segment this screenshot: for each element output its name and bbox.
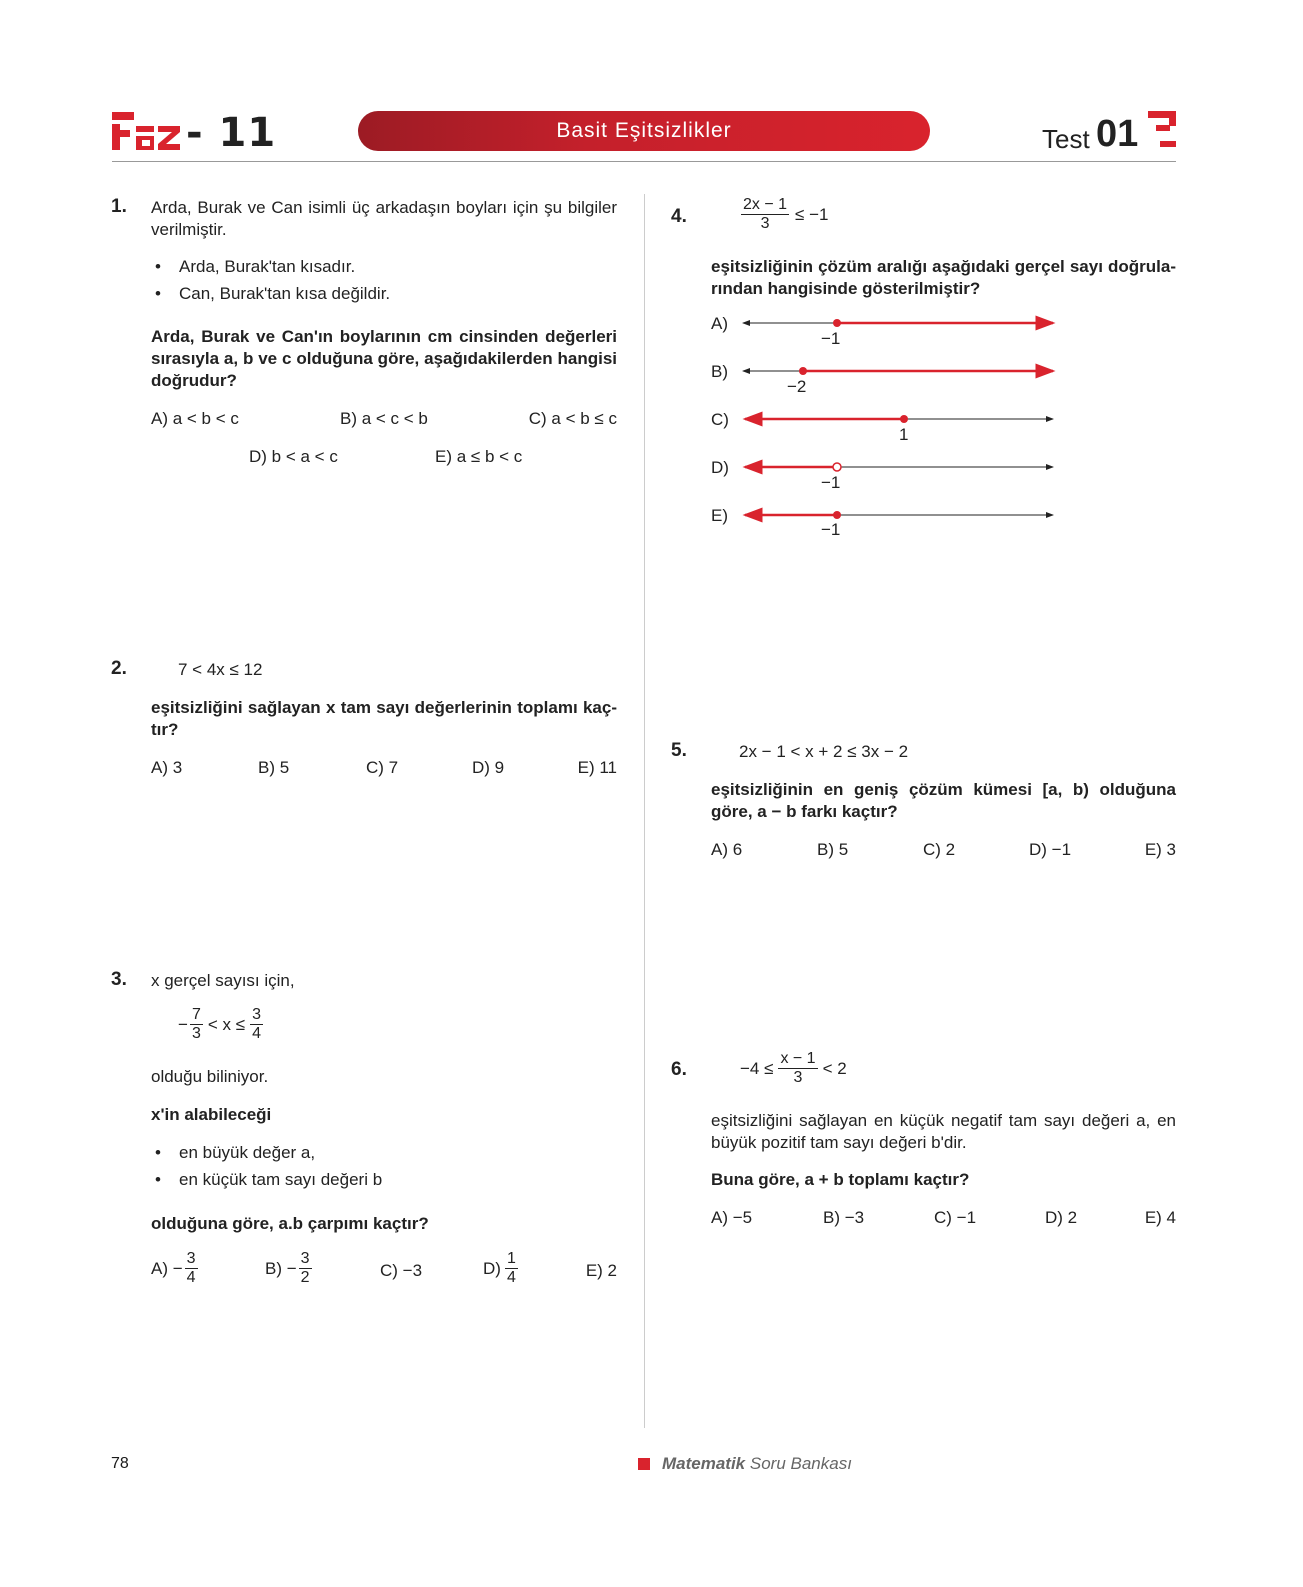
q4-tick-c: 1: [899, 425, 909, 444]
q5-option-c[interactable]: C) 2: [923, 840, 956, 859]
q4-option-c-label[interactable]: C): [711, 410, 729, 429]
q5-number: 5.: [671, 740, 687, 761]
q4-expression: [741, 196, 828, 233]
q4-option-b-label[interactable]: B): [711, 362, 728, 381]
q4-frac-den: 3: [760, 215, 770, 232]
header-divider: [112, 161, 1176, 162]
q3-option-b-num: 3: [300, 1250, 310, 1267]
q1-option-d[interactable]: D) b < a < c: [249, 447, 338, 466]
q3-expression: [178, 1006, 263, 1043]
closed-dot-b: [799, 367, 807, 375]
q6-option-c[interactable]: C) −1: [934, 1208, 977, 1227]
q1-question: Arda, Burak ve Can'ın boylarının cm cinsinden değerleri sırasıyla a, b ve c olduğuna göre, aşağıdakilerden hangisi doğrudur?: [151, 327, 617, 390]
q3-sub: x'in alabileceği: [151, 1105, 272, 1124]
q1-option-b[interactable]: B) a < c < b: [340, 409, 428, 428]
q5-question: eşitsizliğinin en geniş çözüm kümesi [a, b) olduğuna göre, a − b farkı kaçtır?: [711, 780, 1176, 821]
test-label: Test: [1042, 124, 1090, 154]
q3-option-d[interactable]: [483, 1250, 518, 1287]
q3-option-d-den: 4: [506, 1269, 516, 1286]
q1-text: Arda, Burak ve Can isimli üç arkadaşın boyları için şu bilgiler verilmiştir.: [151, 198, 617, 239]
number-line-c: [745, 415, 1053, 423]
q3-option-a[interactable]: [151, 1250, 198, 1287]
q4-tick-e: −1: [821, 520, 841, 539]
q6-option-b[interactable]: B) −3: [823, 1208, 865, 1227]
q6-fraction: [778, 1050, 817, 1087]
q5-option-d[interactable]: D) −1: [1029, 840, 1072, 859]
corner-mark-icon: [1148, 111, 1176, 151]
column-divider: [644, 194, 645, 1428]
q3-option-c[interactable]: C) −3: [380, 1261, 423, 1280]
footer-square-icon: [638, 1458, 650, 1470]
closed-dot-e: [833, 511, 841, 519]
q3-bullet-2: • en küçük tam sayı değeri b: [179, 1169, 382, 1191]
q2-number: 2.: [111, 658, 127, 679]
q3-option-a-num: 3: [186, 1250, 196, 1267]
header: [0, 0, 1303, 170]
q3-minus: −: [178, 1014, 188, 1034]
q3-fraction-1: [190, 1006, 203, 1043]
number-line-e: [745, 511, 1053, 519]
page-title: Basit Eşitsizlikler: [556, 119, 732, 142]
q3-question: olduğuna göre, a.b çarpımı kaçtır?: [151, 1214, 429, 1233]
q3-option-d-frac: [505, 1250, 518, 1287]
q3-option-d-num: 1: [506, 1250, 516, 1267]
closed-dot-c: [900, 415, 908, 423]
q4-tick-d: −1: [821, 473, 841, 492]
q4-option-e-label[interactable]: E): [711, 506, 728, 525]
q5-option-a[interactable]: A) 6: [711, 840, 743, 859]
q5-option-b[interactable]: B) 5: [817, 840, 849, 859]
q6-question: Buna göre, a + b toplamı kaçtır?: [711, 1170, 970, 1189]
q3-option-b-frac: [299, 1250, 312, 1287]
q6-text: eşitsizliğini sağlayan en küçük negatif tam sayı değeri a, en büyük pozitif tam sayı değeri b'dir.: [711, 1111, 1176, 1152]
q3-number: 3.: [111, 969, 127, 990]
footer-book-bold: Matematik: [662, 1454, 746, 1473]
q6-option-d[interactable]: D) 2: [1045, 1208, 1078, 1227]
q2-expression: 7 < 4x ≤ 12: [178, 660, 263, 679]
q6-option-a[interactable]: A) −5: [711, 1208, 753, 1227]
q5-expression: 2x − 1 < x + 2 ≤ 3x − 2: [739, 742, 909, 761]
q1-option-c[interactable]: C) a < b ≤ c: [528, 409, 617, 428]
closed-dot-a: [833, 319, 841, 327]
q1-option-e[interactable]: E) a ≤ b < c: [435, 447, 523, 466]
q3-option-d-label: D): [483, 1258, 501, 1278]
page-number: 78: [111, 1455, 129, 1472]
q3-option-a-den: 4: [186, 1269, 196, 1286]
number-line-d: [745, 463, 1053, 471]
q4-tick-b: −2: [787, 377, 807, 396]
footer-book-rest: Soru Bankası: [749, 1454, 852, 1473]
number-line-b: [743, 367, 1053, 375]
q3-option-b-label: B) −: [265, 1258, 297, 1278]
q2-option-e[interactable]: E) 11: [577, 758, 617, 777]
footer-book-title: [662, 1454, 852, 1474]
q3-frac2-den: 4: [252, 1025, 261, 1042]
q6-frac-num: x − 1: [780, 1050, 816, 1067]
q4-frac-num: 2x − 1: [743, 196, 788, 213]
q4-fraction: [741, 196, 789, 233]
q4-number: 4.: [671, 206, 687, 227]
q1-bullet-1: • Arda, Burak'tan kısadır.: [179, 256, 355, 278]
q4-question: eşitsizliğinin çözüm aralığı aşağıdaki gerçel sayı doğrula-rından hangisinde gösterilmiştir?: [711, 257, 1176, 298]
q3-option-a-frac: [185, 1250, 198, 1287]
q3-option-e[interactable]: E) 2: [585, 1261, 617, 1280]
q3-frac1-den: 3: [191, 1025, 201, 1042]
q3-known: olduğu biliniyor.: [151, 1067, 269, 1086]
q3-bullet-1: • en büyük değer a,: [179, 1142, 315, 1164]
number-line-a: [743, 319, 1053, 327]
q2-question: eşitsizliğini sağlayan x tam sayı değerlerinin toplamı kaç-tır?: [151, 698, 617, 739]
q6-lhs: −4 ≤: [740, 1058, 774, 1078]
q4-rhs: ≤ −1: [795, 204, 829, 224]
logo-suffix: - 11: [186, 110, 277, 156]
q2-option-d[interactable]: D) 9: [472, 758, 505, 777]
q6-rhs: < 2: [822, 1058, 847, 1078]
q3-option-b-den: 2: [300, 1269, 310, 1286]
q6-option-e[interactable]: E) 4: [1144, 1208, 1176, 1227]
faz-logo-mark: [112, 110, 180, 152]
q2-option-b[interactable]: B) 5: [258, 758, 290, 777]
open-dot-d: [833, 463, 841, 471]
q6-number: 6.: [671, 1059, 687, 1080]
q2-option-c[interactable]: C) 7: [366, 758, 399, 777]
q3-mid: < x ≤: [207, 1014, 246, 1034]
q1-bullet-2: • Can, Burak'tan kısa değildir.: [179, 283, 390, 305]
q3-option-b[interactable]: [265, 1250, 312, 1287]
faz-logo: [112, 110, 180, 152]
q4-option-a-label[interactable]: A): [711, 314, 728, 333]
q5-option-e[interactable]: E) 3: [1144, 840, 1176, 859]
q1-option-a[interactable]: A) a < b < c: [151, 409, 239, 428]
q3-option-a-label: A) −: [151, 1258, 183, 1278]
title-bar: [358, 111, 930, 151]
q6-expression: [740, 1050, 847, 1087]
q1-number: 1.: [111, 196, 127, 217]
q6-frac-den: 3: [793, 1069, 803, 1086]
q4-option-d-label[interactable]: D): [711, 458, 729, 477]
q3-intro: x gerçel sayısı için,: [151, 971, 295, 990]
q4-tick-a: −1: [821, 329, 841, 348]
q3-frac1-num: 7: [191, 1006, 201, 1023]
q2-option-a[interactable]: A) 3: [151, 758, 183, 777]
test-number: 01: [1096, 113, 1139, 155]
q3-fraction-2: [250, 1006, 263, 1043]
q3-frac2-num: 3: [252, 1006, 261, 1023]
